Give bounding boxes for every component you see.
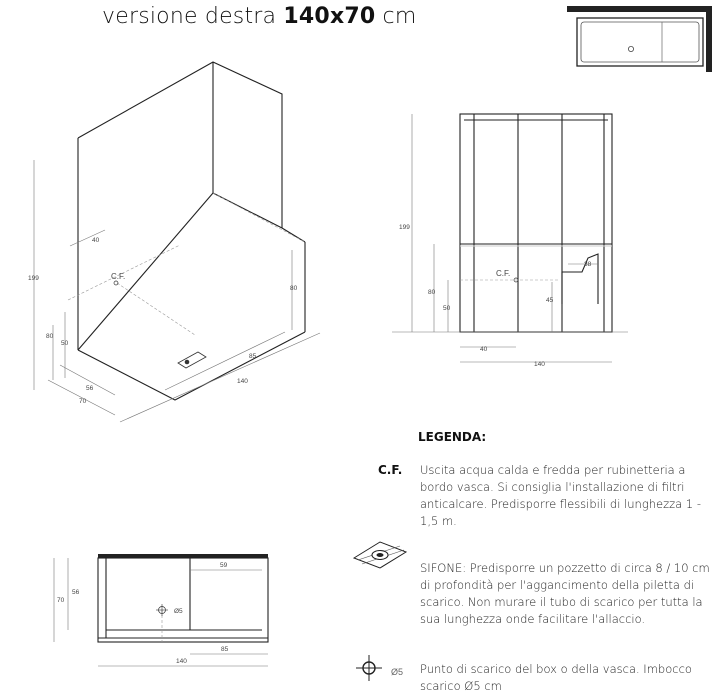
legend-scarico-symbol: Ø5 xyxy=(391,667,404,677)
title-dims: 140x70 xyxy=(283,4,376,29)
page-title: versione destra 140x70 cm xyxy=(102,4,417,29)
plan-dim-phi5: Ø5 xyxy=(174,608,183,615)
legend-cf-code: C.F. xyxy=(378,463,403,477)
sifone-icon xyxy=(350,538,408,572)
iso-dim-199: 199 xyxy=(28,275,39,282)
isometric-drawing xyxy=(20,50,340,430)
plan-view xyxy=(50,550,275,672)
plan-dim-56: 56 xyxy=(72,589,80,596)
front-elevation xyxy=(392,104,632,372)
iso-dim-50: 50 xyxy=(61,340,69,347)
plan-dim-140: 140 xyxy=(176,658,187,665)
front-dim-45: 45 xyxy=(546,297,554,304)
front-cf-label: C.F. xyxy=(496,269,511,278)
iso-dim-85: 85 xyxy=(249,353,257,360)
legend-heading: LEGENDA: xyxy=(418,430,487,444)
plan-dim-59: 59 xyxy=(220,562,228,569)
iso-cf-label: C.F. xyxy=(111,272,126,281)
front-dim-38: 38 xyxy=(584,261,592,268)
thumbnail-plan xyxy=(565,4,715,76)
front-dim-50: 50 xyxy=(443,305,451,312)
iso-dim-40: 40 xyxy=(92,237,100,244)
plan-dim-85: 85 xyxy=(221,646,229,653)
front-dim-40: 40 xyxy=(480,346,488,353)
legend-cf-text: Uscita acqua calda e fredda per rubinetteria a bordo vasca. Si consiglia l'installazione di filtri anticalcare. Predisporre flessibili di lunghezza 1 - 1,5 m. xyxy=(420,463,701,528)
legend-scarico-text: Punto di scarico del box o della vasca. Imbocco scarico Ø5 cm xyxy=(420,662,692,693)
drain-icon xyxy=(178,352,206,368)
iso-dim-70: 70 xyxy=(79,398,87,405)
iso-dim-80: 80 xyxy=(46,333,54,340)
iso-dim-56: 56 xyxy=(86,385,94,392)
scarico-icon xyxy=(353,652,385,684)
iso-dim-80-right: 80 xyxy=(290,285,298,292)
plan-dim-70: 70 xyxy=(57,597,65,604)
iso-dim-140: 140 xyxy=(237,378,248,385)
front-dim-199: 199 xyxy=(399,224,410,231)
legend-sifone-text: SIFONE: Predisporre un pozzetto di circa 8 / 10 cm di profondità per l'aggancimento della piletta di scarico. Non murare il tubo di scarico per tutta la sua lunghezza onde facilitare l'allaccio. xyxy=(420,561,710,626)
front-dim-80: 80 xyxy=(428,289,436,296)
front-dim-140: 140 xyxy=(534,361,545,368)
